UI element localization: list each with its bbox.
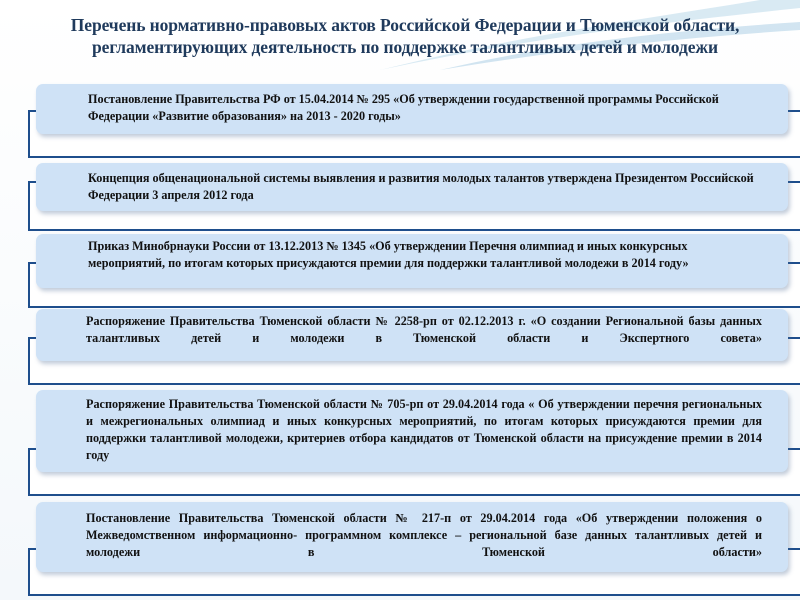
act-card-6: Постановление Правительства Тюменской области № 217-п от 29.04.2014 года «Об утверждении положения о Межведомственном информационно- программном комплексе – региональной базе данных талантливых детей и молодежи в Тюменской области» [36, 502, 788, 572]
act-card-4: Распоряжение Правительства Тюменской области № 2258-рп от 02.12.2013 г. «О создании Региональной базы данных талантливых детей и молодежи в Тюменской области и Экспертного совета» [36, 309, 788, 361]
act-card-2: Концепция общенациональной системы выявления и развития молодых талантов утверждена Президентом Российской Федерации 3 апреля 2012 года [36, 163, 788, 211]
page-title-line-1: Перечень нормативно-правовых актов Российской Федерации и Тюменской области, [70, 15, 740, 35]
page-title-line-2: регламентирующих деятельность по поддержке талантливых детей и молодежи [92, 37, 718, 57]
page-title [10, 14, 800, 58]
act-card-1: Постановление Правительства РФ от 15.04.2014 № 295 «Об утверждении государственной программы Российской Федерации «Развитие образования» на 2013 - 2020 годы» [36, 84, 788, 134]
act-card-5: Распоряжение Правительства Тюменской области № 705-рп от 29.04.2014 года « Об утверждении перечня региональных и межрегиональных олимпиад и иных конкурсных мероприятий, по итогам которых присуждаются премии для поддержки талантливой молодежи, критериев отбора кандидатов от Тюменской области на присуждение премии в 2014 году [36, 390, 788, 472]
act-card-3: Приказ Минобрнауки России от 13.12.2013 № 1345 «Об утверждении Перечня олимпиад и иных конкурсных мероприятий, по итогам которых присуждаются премии для поддержки талантливой молодежи в 2014 году» [36, 234, 788, 288]
